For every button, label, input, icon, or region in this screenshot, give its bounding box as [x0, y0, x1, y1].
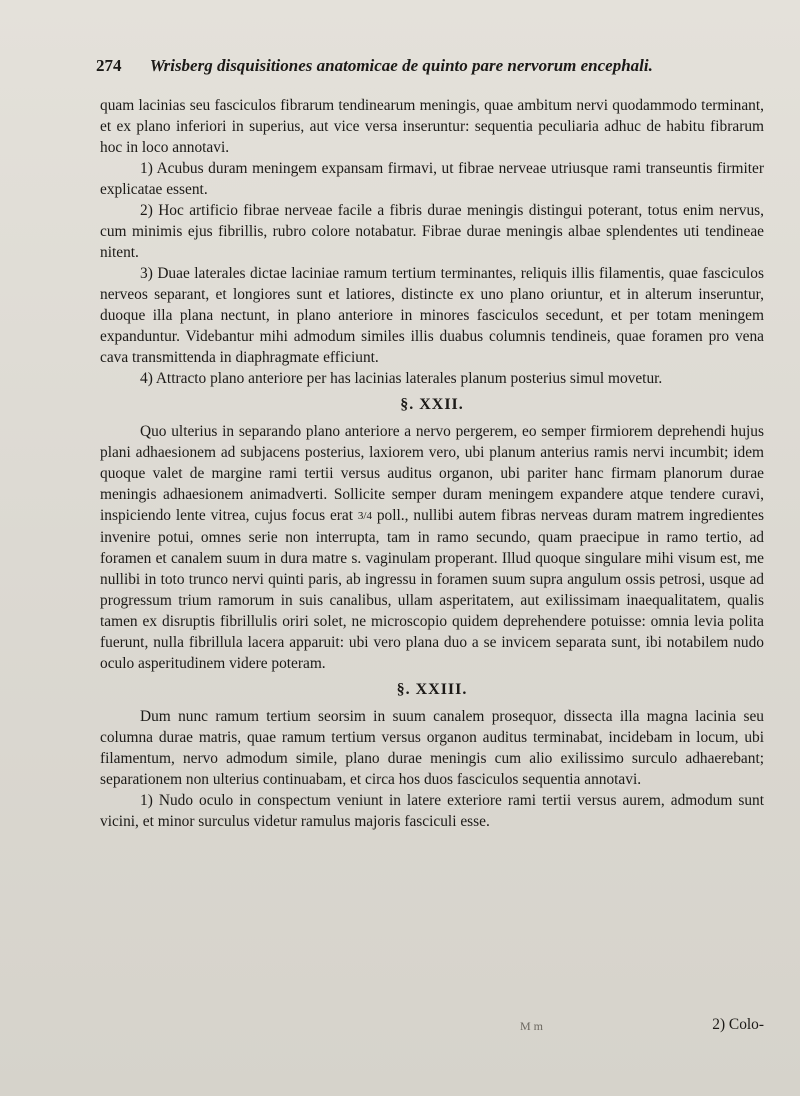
catchword: 2) Colo-	[712, 1016, 764, 1033]
numbered-observation-1: 1) Acubus duram meningem expansam firmavi, ut fibrae nerveae utriusque rami transeuntis firmiter explicatae essent.	[100, 160, 764, 198]
numbered-observation-xxiii-1: 1) Nudo oculo in conspectum veniunt in latere exteriore rami tertii versus aurem, admodum sunt vicini, et minor surculus videtur ramulus majoris fasciculi esse.	[100, 792, 764, 830]
section-heading-xxiii: §. XXIII.	[396, 681, 468, 698]
signature-mark: M m	[520, 1019, 544, 1033]
paragraph-text-part-2: poll., nullibi autem fibras nerveas duram matrem ingredientes invenire potui, omnes serie non interrupta, tam in ramo secundo, quam praecipue in ramo tertio, ad foramen et canalem suum in dura matre s. vaginulam properant. Illud quoque singulare mihi visum est, me nullibi in toto trunco nervi quinti paris, ab ingressu in foramen suum supra angulum ossis petrosi, usque ad progressum trium ramorum in suis canalibus, ullam asperitatem, aut exilissimam inaequalitatem, qualis tamen ex disruptis fibrillulis oriri solet, ne microscopio quidem deprehendere potuisse: omnia levia polita fuerunt, nulla fibrillula lacera apparuit: ubi vero plana duo a se invicem separata sunt, ibi notabilem nudo oculo asperitudinem videre poteram.	[100, 507, 765, 672]
page-number: 274	[96, 56, 122, 75]
numbered-observation-2: 2) Hoc artificio fibrae nerveae facile a fibris durae meningis distingui poterant, totus enim nervus, cum minimis ejus fibrillis, rubro colore notabatur. Fibrae durae meningis albae splendentes uti tendineae nitent.	[100, 202, 764, 261]
numbered-observation-4: 4) Attracto plano anteriore per has lacinias laterales planum posterius simul movetur.	[140, 370, 663, 387]
paragraph-text-part-1: Quo ulterius in separando plano anteriore a nervo pergerem, eo semper firmiorem deprehendi hujus plani adhaesionem ad subjacens posterius, laxiorem vero, ubi planum anterius ramis nervi incumbit; idem quoque valet de margine rami tertii versus auditus organon, ubi pariter hanc firmam planorum durae meningis adhaesionem animadverti. Sollicite semper duram meningem expandere atque tendere curavi, inspiciendo lente vitrea, cujus focus erat	[100, 423, 764, 524]
section-xxii-paragraph	[100, 421, 764, 674]
section-xxiii-paragraph: Dum nunc ramum tertium seorsim in suum canalem prosequor, dissecta illa magna lacinia seu columna durae matris, quae ramum tertium versus organon auditus terminabat, incidebam in locum, ubi filamentum, nervo admodum simile, plano durae meningis cum alio exilissimo surculo adhaerebant; separationem non ulterius continuabam, et circa hos duos fasciculos sequentia annotavi.	[100, 708, 764, 788]
main-text	[100, 95, 764, 832]
paragraph-continuation: quam lacinias seu fasciculos fibrarum tendinearum meningis, quae ambitum nervi quodammodo terminant, et ex plano inferiori in superius, aut vice versa inseruntur: sequentia peculiaria adhuc de habitu fibrarum hoc in loco annotavi.	[100, 97, 764, 156]
fraction-three-quarters: 3/4	[357, 510, 372, 522]
running-title: Wrisberg disquisitiones anatomicae de quinto pare nervorum encephali.	[149, 56, 653, 75]
numbered-observation-3: 3) Duae laterales dictae laciniae ramum tertium terminantes, reliquis illis filamentis, quae fasciculos nerveos separant, et longiores sunt et latiores, distincte ex uno plano oriuntur, et in alterum inseruntur, duoque illa plana nectunt, in plano anteriore in minores fasciculos secedunt, et per totam meningem expanduntur. Videbantur mihi admodum similes illis duabus columnis tendineis, quae foramen pro vena cava transmittenda in diaphragmate efficiunt.	[100, 265, 764, 366]
page-header	[96, 56, 736, 76]
section-heading-xxii: §. XXII.	[400, 396, 464, 413]
